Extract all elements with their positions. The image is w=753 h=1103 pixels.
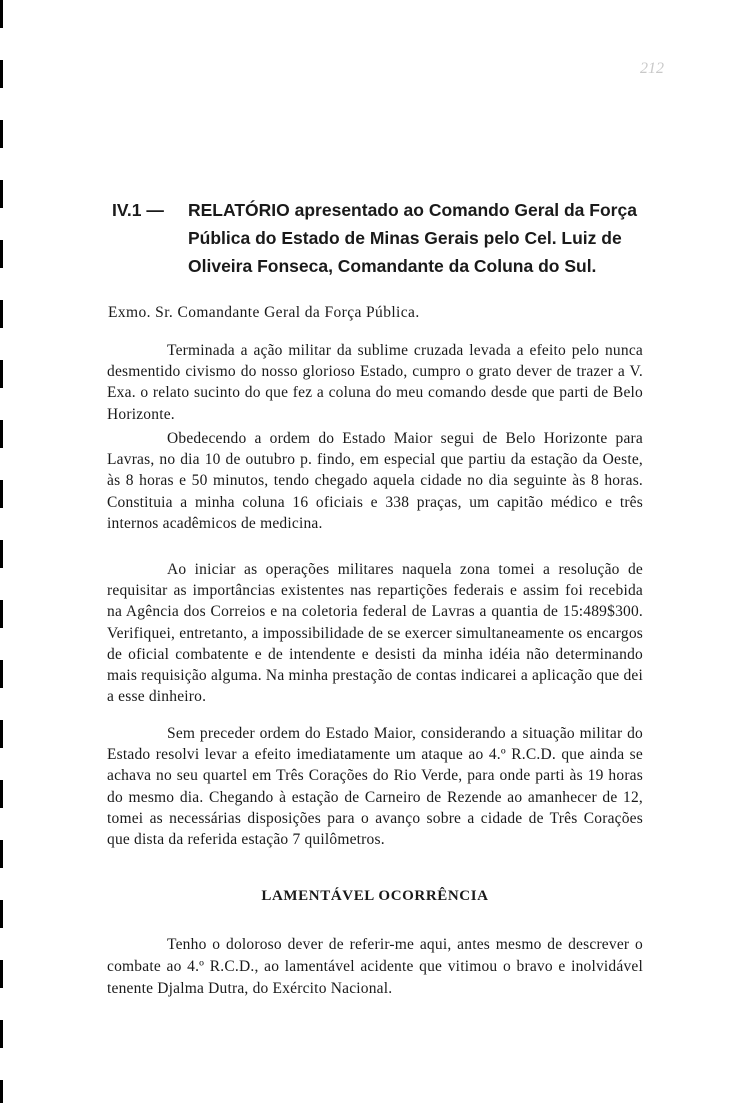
- paragraph-4: Sem preceder ordem do Estado Maior, considerando a situação militar do Estado resolvi levar a efeito imediatamente um ataque ao 4.º R.C.D. que ainda se achava no seu quartel em Três Corações do Rio Verde, para onde parti às 19 horas do mesmo dia. Chegando à estação de Carneiro de Rezende ao amanhecer de 12, tomei as necessárias disposições para o avanço sobre a cidade de Três Corações que dista da referida estação 7 quilômetros.: [107, 725, 643, 849]
- heading-line-1: [112, 196, 652, 224]
- page-number: 212: [640, 60, 664, 77]
- heading-line-1-text: RELATÓRIO apresentado ao Comando Geral da Força: [188, 200, 637, 220]
- paragraph-2: Obedecendo a ordem do Estado Maior segui de Belo Horizonte para Lavras, no dia 10 de outubro p. findo, em especial que partiu da estação da Oeste, às 8 horas e 50 minutos, tendo chegado aquela cidade no dia seguinte às 8 horas. Constituia a minha coluna 16 oficiais e 338 praças, um capitão médico e três internos acadêmicos de medicina.: [107, 430, 643, 532]
- heading-number: IV.1 —: [112, 200, 164, 220]
- heading-line-3: Oliveira Fonseca, Comandante da Coluna do Sul.: [188, 256, 597, 276]
- paragraph-3: Ao iniciar as operações militares naquela zona tomei a resolução de requisitar as importâncias existentes nas repartições federais e assim foi recebida na Agência dos Correios e na coletoria federal de Lavras a quantia de 15:489$300. Verifiquei, entretanto, a impossibilidade de se exercer simultaneamente os encargos de oficial combatente e de intendente e desisti da minha idéia não determinando mais requisição alguma. Na minha prestação de contas indicarei a aplicação que dei a esse dinheiro.: [107, 561, 643, 706]
- paragraph-1: Terminada a ação militar da sublime cruzada levada a efeito pelo nunca desmentido civismo do nosso glorioso Estado, cumpro o grato dever de trazer a V. Exa. o relato sucinto do que fez a coluna do meu comando desde que parti de Belo Horizonte.: [107, 342, 643, 423]
- document-heading: [112, 196, 652, 280]
- section-title: LAMENTÁVEL OCORRÊNCIA: [261, 888, 489, 904]
- scan-edge: [0, 0, 3, 1103]
- section-paragraph: Tenho o doloroso dever de referir-me aqui, antes mesmo de descrever o combate ao 4.º R.C.D., ao lamentável acidente que vitimou o bravo e inolvidável tenente Djalma Dutra, do Exército Nacional.: [107, 936, 643, 997]
- heading-line-2: Pública do Estado de Minas Gerais pelo Cel. Luiz de: [188, 228, 622, 248]
- salutation: Exmo. Sr. Comandante Geral da Força Pública.: [108, 304, 420, 321]
